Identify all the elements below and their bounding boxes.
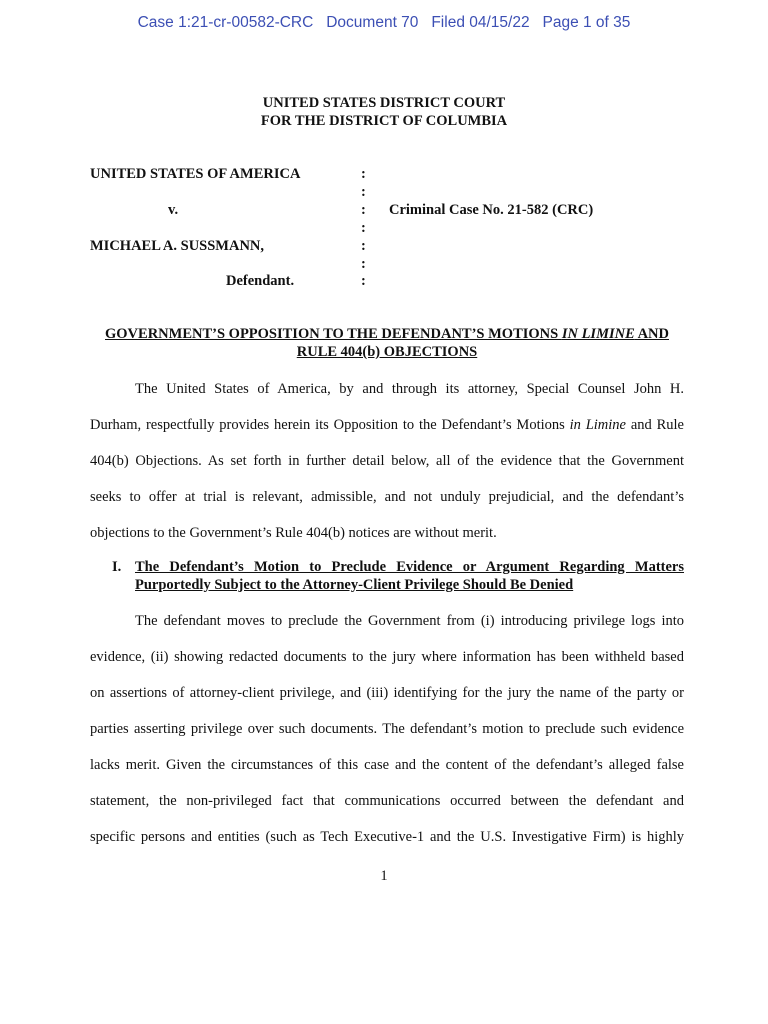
title-italic: IN LIMINE xyxy=(561,326,635,342)
intro-paragraph xyxy=(90,371,684,551)
body-line: lacks merit. Given the circumstances of this case and the content of the defendant’s alleged false xyxy=(90,757,684,773)
caption-case-number: Criminal Case No. 21-582 (CRC) xyxy=(389,202,594,218)
section-number: I. xyxy=(112,559,122,575)
court-heading xyxy=(0,94,768,130)
caption-colon: : xyxy=(361,238,366,254)
intro-line: objections to the Government’s Rule 404(b) notices are without merit. xyxy=(90,525,497,541)
section-heading-line2: Purportedly Subject to the Attorney-Client Privilege Should Be Denied xyxy=(135,577,574,593)
intro-line2-italic: in Limine xyxy=(569,417,626,433)
document-title-line2 xyxy=(90,343,684,361)
caption-defendant-name: MICHAEL A. SUSSMANN, xyxy=(90,238,265,254)
caption-colon: : xyxy=(361,166,366,182)
page-number: 1 xyxy=(380,868,388,884)
court-name-line: UNITED STATES DISTRICT COURT xyxy=(262,95,506,111)
intro-line xyxy=(90,407,684,443)
caption-plaintiff: UNITED STATES OF AMERICA xyxy=(90,166,301,182)
title-line2: RULE 404(b) OBJECTIONS xyxy=(296,344,478,360)
body-line: The defendant moves to preclude the Government from (i) introducing privilege logs into xyxy=(135,613,684,629)
caption-colon: : xyxy=(361,273,366,289)
document-title xyxy=(90,325,684,361)
title-part2: AND xyxy=(634,326,669,342)
section-heading-text xyxy=(135,558,684,594)
caption-colon: : xyxy=(361,184,366,200)
title-part1: GOVERNMENT’S OPPOSITION TO THE DEFENDANT’S MOTIONS xyxy=(105,326,562,342)
caption-colon: : xyxy=(361,256,366,272)
caption-colon: : xyxy=(361,220,366,236)
body-line: statement, the non-privileged fact that communications occurred between the defendant and xyxy=(90,793,684,809)
intro-line: The United States of America, by and through its attorney, Special Counsel John H. xyxy=(135,381,684,397)
body-line: evidence, (ii) showing redacted documents to the jury where information has been withheld based xyxy=(90,649,684,665)
intro-line2b: and Rule xyxy=(626,417,684,433)
body-line: parties asserting privilege over such documents. The defendant’s motion to preclude such evidence xyxy=(90,721,684,737)
body-paragraph xyxy=(90,603,684,855)
intro-line: seeks to offer at trial is relevant, admissible, and not unduly prejudicial, and the defendant’s xyxy=(90,489,684,505)
caption-defendant-label: Defendant. xyxy=(226,273,295,289)
caption-versus: v. xyxy=(168,202,179,218)
section-heading-line1: The Defendant’s Motion to Preclude Evidence or Argument Regarding Matters xyxy=(135,559,684,575)
case-header-stamp: Case 1:21-cr-00582-CRC Document 70 Filed 04/15/22 Page 1 of 35 xyxy=(137,14,631,31)
court-district-line: FOR THE DISTRICT OF COLUMBIA xyxy=(260,113,508,129)
intro-line: 404(b) Objections. As set forth in further detail below, all of the evidence that the Government xyxy=(90,453,684,469)
document-title-line1 xyxy=(90,325,684,343)
body-line: specific persons and entities (such as Tech Executive-1 and the U.S. Investigative Firm) is highly xyxy=(90,829,684,845)
intro-line2a: Durham, respectfully provides herein its Opposition to the Defendant’s Motions xyxy=(90,417,570,433)
caption-colon: : xyxy=(361,202,366,218)
body-line: on assertions of attorney-client privilege, and (iii) identifying for the jury the name of the party or xyxy=(90,685,684,701)
